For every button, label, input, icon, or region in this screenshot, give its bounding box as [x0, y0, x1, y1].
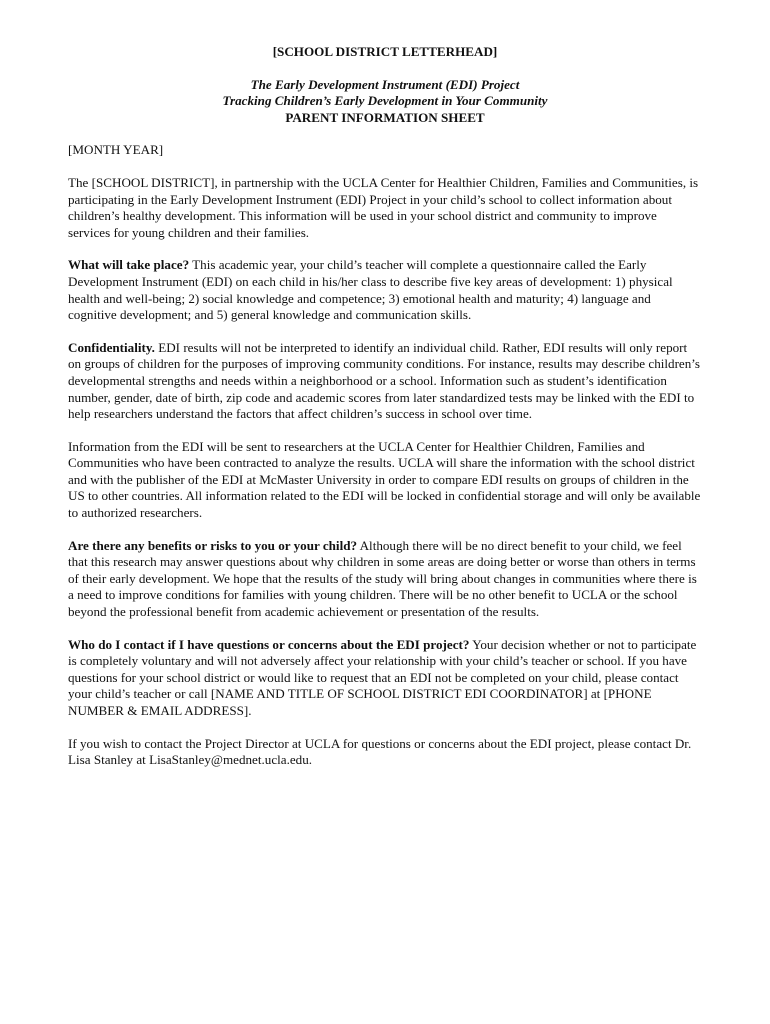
project-title: The Early Development Instrument (EDI) Project: [250, 76, 520, 92]
what-will-take-place-paragraph: [68, 257, 702, 323]
letterhead: [SCHOOL DISTRICT LETTERHEAD]: [272, 44, 498, 59]
what-will-take-place-heading: What will take place?: [68, 257, 190, 273]
information-sharing-paragraph: Information from the EDI will be sent to researchers at the UCLA Center for Healthier Children, Families and Communities who have been contracted to analyze the results. UCLA will share the information with the school district and with the publisher of the EDI at McMaster University in order to compare EDI results on groups of children in the US to other countries. All information related to the EDI will be locked in confidential storage and will only be available to authorized researchers.: [68, 438, 701, 521]
confidentiality-heading: Confidentiality.: [68, 339, 155, 355]
confidentiality-paragraph: [68, 340, 702, 423]
project-director-paragraph: If you wish to contact the Project Director at UCLA for questions or concerns about the EDI project, please contact Dr. Lisa Stanley at LisaStanley@mednet.ucla.edu.: [68, 735, 692, 768]
benefits-risks-heading: Are there any benefits or risks to you or your child?: [68, 537, 358, 553]
date-line: [MONTH YEAR]: [68, 142, 164, 158]
document-page: [68, 44, 702, 785]
project-subtitle: Tracking Children’s Early Development in Your Community: [222, 93, 548, 109]
contact-paragraph: [68, 637, 702, 720]
what-will-take-place-body: This academic year, your child’s teacher will complete a questionnaire called the Early Development Instrument (EDI) on each child in his/her class to describe five key areas of development: 1) physical health and well-being; 2) social knowledge and competence; 3) emotional health and maturity; 4) language and cognitive development; and 5) general knowledge and communication skills.: [68, 257, 673, 323]
benefits-risks-paragraph: [68, 538, 702, 621]
contact-heading: Who do I contact if I have questions or concerns about the EDI project?: [68, 636, 470, 652]
confidentiality-body: EDI results will not be interpreted to identify an individual child. Rather, EDI results will only report on groups of children for the purposes of improving community conditions. For instance, results may describe children’s developmental strengths and needs within a neighborhood or a school. Information such as student’s identification number, gender, date of birth, zip code and academic scores from later standardized tests may be linked with the EDI to help researchers understand the factors that affect children’s success in school over time.: [68, 339, 701, 422]
sheet-title: PARENT INFORMATION SHEET: [285, 109, 485, 125]
benefits-risks-body: Although there will be no direct benefit to your child, we feel that this research may answer questions about why children in some areas are doing better or worse than others in terms of their early development. We hope that the results of the study will bring about changes in communities where there is a need to improve conditions for families with young children. There will be no other benefit to UCLA or the school beyond the professional benefit from academic achievement or presentation of the results.: [68, 537, 697, 620]
contact-body: Your decision whether or not to participate is completely voluntary and will not adversely affect your relationship with your child’s teacher or school. If you have questions for your school district or would like to request that an EDI not be completed on your child, please contact your child’s teacher or call [NAME AND TITLE OF SCHOOL DISTRICT EDI COORDINATOR] at [PHONE NUMBER & EMAIL ADDRESS].: [68, 636, 697, 718]
intro-paragraph: The [SCHOOL DISTRICT], in partnership with the UCLA Center for Healthier Children, Families and Communities, is participating in the Early Development Instrument (EDI) Project in your child’s school to collect information about children’s healthy development. This information will be used in your school district and community to improve services for young children and their families.: [68, 174, 699, 240]
